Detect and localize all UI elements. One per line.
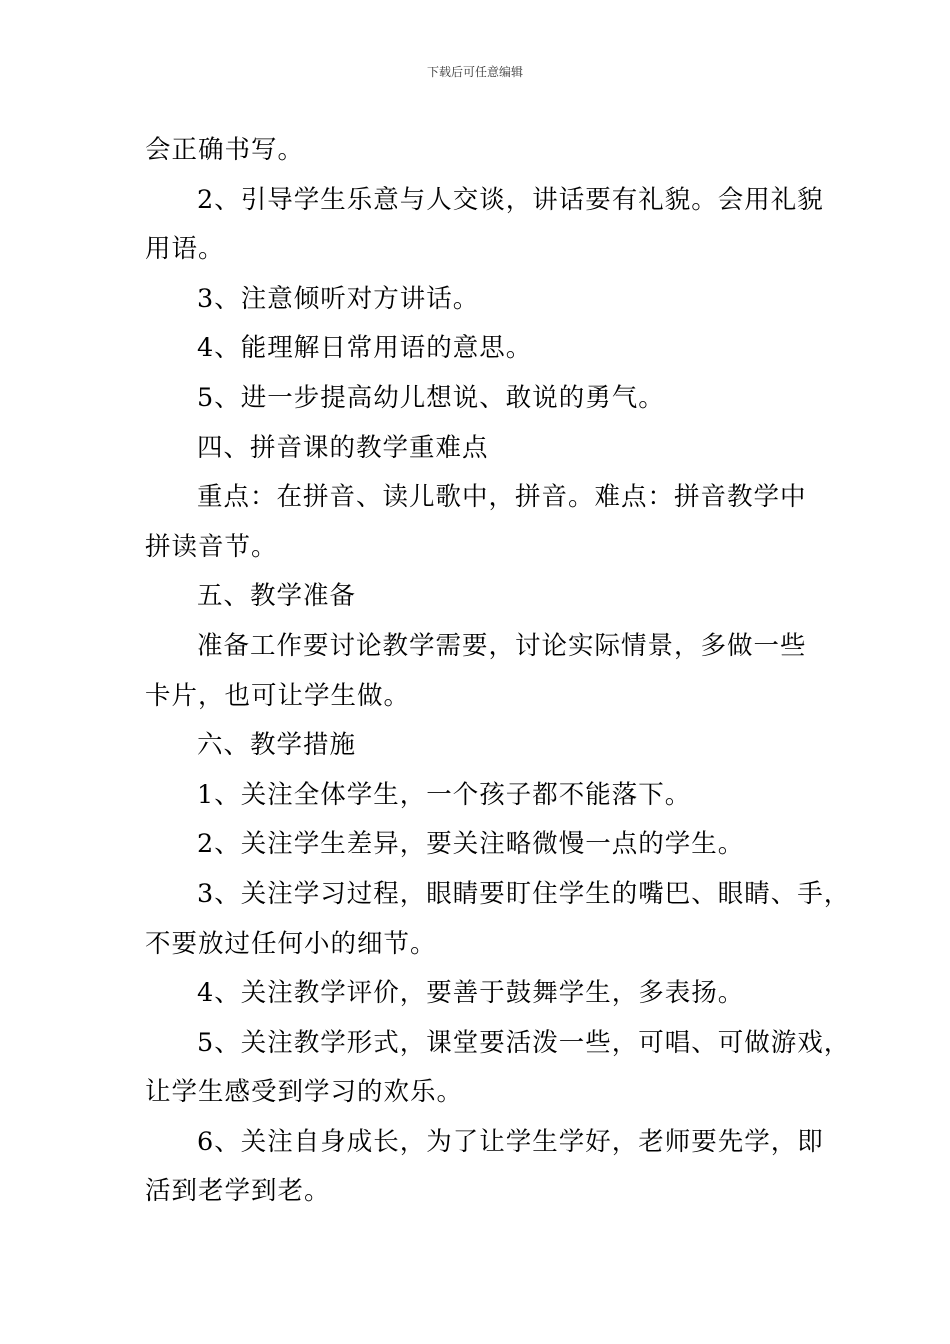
paragraph-line: 活到老学到老。	[145, 1176, 331, 1207]
paragraph-line: 5、进一步提高幼儿想说、敢说的勇气。	[197, 382, 665, 413]
paragraph-line: 3、注意倾听对方讲话。	[197, 283, 480, 314]
paragraph-line: 5、关注教学形式，课堂要活泼一些，可唱、可做游戏，	[197, 1027, 851, 1058]
paragraph-line: 6、关注自身成长，为了让学生学好，老师要先学，即	[197, 1126, 824, 1157]
section-heading: 四、拼音课的教学重难点	[197, 432, 489, 463]
paragraph-line: 会正确书写。	[145, 135, 305, 165]
section-heading: 五、教学准备	[197, 581, 357, 612]
paragraph-line: 用语。	[145, 234, 225, 265]
paragraph-line: 重点：在拼音、读儿歌中，拼音。难点：拼音教学中	[197, 482, 807, 513]
paragraph-line: 2、引导学生乐意与人交谈，讲话要有礼貌。会用礼貌	[197, 184, 824, 215]
paragraph-line: 不要放过任何小的细节。	[145, 928, 437, 959]
section-heading: 六、教学措施	[197, 730, 357, 761]
paragraph-line: 4、关注教学评价，要善于鼓舞学生，多表扬。	[197, 978, 745, 1009]
paragraph-line: 让学生感受到学习的欢乐。	[145, 1077, 464, 1108]
paragraph-line: 准备工作要讨论教学需要，讨论实际情景，多做一些	[197, 630, 807, 661]
paragraph-line: 拼读音节。	[145, 531, 278, 562]
paragraph-line: 1、关注全体学生，一个孩子都不能落下。	[197, 779, 692, 810]
paragraph-line: 卡片，也可让学生做。	[145, 680, 411, 711]
paragraph-line: 2、关注学生差异，要关注略微慢一点的学生。	[197, 829, 745, 860]
paragraph-line: 4、能理解日常用语的意思。	[197, 333, 533, 364]
document-body	[145, 126, 851, 1217]
page-header: 下载后可任意编辑	[426, 65, 523, 79]
paragraph-line: 3、关注学习过程，眼睛要盯住学生的嘴巴、眼睛、手，	[197, 878, 851, 909]
